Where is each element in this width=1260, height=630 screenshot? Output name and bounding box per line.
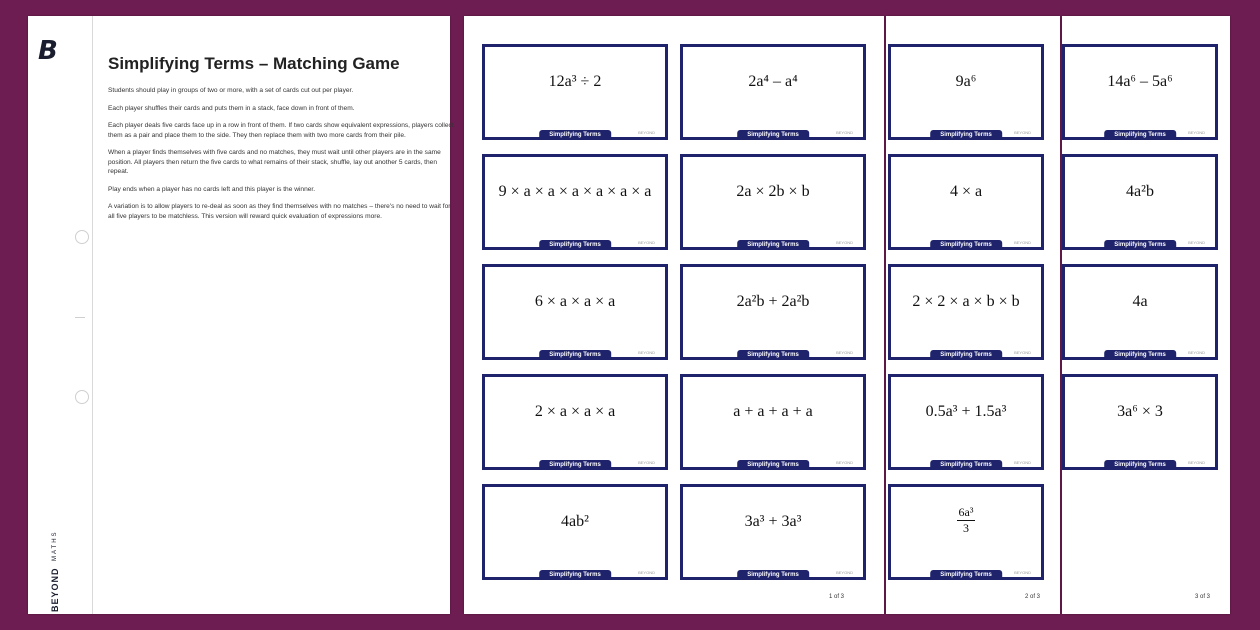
card-brand-mark: BEYOND <box>1014 130 1031 135</box>
card-label: Simplifying Terms <box>930 350 1002 360</box>
card-expression: 2a⁴ – a⁴ <box>748 73 798 90</box>
card-expression: 4a <box>1132 293 1148 310</box>
matching-card <box>482 264 668 360</box>
card-brand-mark: BEYOND <box>836 350 853 355</box>
matching-card <box>888 44 1044 140</box>
card-brand-mark: BEYOND <box>836 460 853 465</box>
matching-card <box>680 374 866 470</box>
card-brand-mark: BEYOND <box>638 130 655 135</box>
card-label: Simplifying Terms <box>737 240 809 250</box>
card-brand-mark: BEYOND <box>1188 460 1205 465</box>
fraction-numerator: 6a³ <box>958 505 974 519</box>
beyond-logo-icon: B <box>38 36 58 66</box>
instruction-paragraph: Students should play in groups of two or more, with a set of cards cut out per player. <box>108 87 354 94</box>
cards-page-2 <box>886 16 1060 614</box>
card-brand-mark: BEYOND <box>638 350 655 355</box>
card-expression: a + a + a + a <box>733 403 813 420</box>
punch-hole-icon <box>75 390 89 404</box>
margin-line <box>92 16 93 614</box>
card-label: Simplifying Terms <box>539 570 611 580</box>
fraction <box>957 505 976 536</box>
card-brand-mark: BEYOND <box>638 240 655 245</box>
instruction-paragraph: Play ends when a player has no cards left and this player is the winner. <box>108 185 316 193</box>
matching-card <box>1062 264 1218 360</box>
instruction-paragraph: A variation is to allow players to re-deal as soon as they find themselves with no matches – there's no need to wait for all five players to be matchless. This version will reward quick evaluation of expressions more. <box>108 203 451 220</box>
card-label: Simplifying Terms <box>539 350 611 360</box>
matching-card <box>680 44 866 140</box>
instruction-paragraph: Each player deals five cards face up in a row in front of them. If two cards show equivalent expressions, players collect them as a pair and place them to the side. They then replace them with two more cards from their pile. <box>108 122 454 139</box>
page-title: Simplifying Terms – Matching Game <box>108 54 400 73</box>
cards-page-3 <box>1062 16 1230 614</box>
card-brand-mark: BEYOND <box>1014 350 1031 355</box>
matching-card <box>888 484 1044 580</box>
card-label: Simplifying Terms <box>539 460 611 470</box>
card-brand-mark: BEYOND <box>1188 240 1205 245</box>
card-expression: 9a⁶ <box>955 73 977 90</box>
matching-card <box>482 484 668 580</box>
matching-card <box>1062 154 1218 250</box>
card-label: Simplifying Terms <box>1104 240 1176 250</box>
matching-card <box>680 154 866 250</box>
card-expression: 2a²b + 2a²b <box>736 293 810 310</box>
card-brand-mark: BEYOND <box>1188 130 1205 135</box>
fold-mark <box>75 317 85 318</box>
card-expression: 3a⁶ × 3 <box>1117 403 1163 420</box>
card-label: Simplifying Terms <box>737 570 809 580</box>
card-expression: 12a³ ÷ 2 <box>548 73 602 90</box>
card-brand-mark: BEYOND <box>836 570 853 575</box>
page-number: 1 of 3 <box>828 594 844 600</box>
matching-card <box>1062 374 1218 470</box>
card-expression: 4ab² <box>561 513 589 530</box>
card-expression: 2a × 2b × b <box>736 183 810 200</box>
card-brand-mark: BEYOND <box>1014 570 1031 575</box>
matching-card <box>1062 44 1218 140</box>
card-label: Simplifying Terms <box>1104 350 1176 360</box>
card-label: Simplifying Terms <box>539 130 611 140</box>
card-expression: 4a²b <box>1126 183 1154 200</box>
card-brand-mark: BEYOND <box>1188 350 1205 355</box>
card-expression: 0.5a³ + 1.5a³ <box>925 403 1007 420</box>
card-label: Simplifying Terms <box>930 240 1002 250</box>
matching-card <box>680 484 866 580</box>
card-label: Simplifying Terms <box>930 130 1002 140</box>
page-number: 2 of 3 <box>1024 594 1040 600</box>
card-expression: 6 × a × a × a <box>534 293 616 310</box>
punch-hole-icon <box>75 230 89 244</box>
card-label: Simplifying Terms <box>930 460 1002 470</box>
card-expression: 3a³ + 3a³ <box>744 513 802 530</box>
card-label: Simplifying Terms <box>1104 460 1176 470</box>
card-expression: 4 × a <box>949 183 983 200</box>
matching-card <box>482 44 668 140</box>
matching-card <box>888 374 1044 470</box>
card-brand-mark: BEYOND <box>1014 460 1031 465</box>
card-label: Simplifying Terms <box>539 240 611 250</box>
matching-card <box>482 374 668 470</box>
page-number: 3 of 3 <box>1194 594 1210 600</box>
cards-page-1 <box>464 16 884 614</box>
card-label: Simplifying Terms <box>737 350 809 360</box>
card-expression: 9 × a × a × a × a × a × a <box>498 183 652 200</box>
instruction-paragraph: When a player finds themselves with five cards and no matches, they must wait until other players are in the same position. All players then return the five cards to what remains of their stack, shuffle, lay out another 5 cards, then repeat. <box>108 149 441 175</box>
card-label: Simplifying Terms <box>737 130 809 140</box>
card-label: Simplifying Terms <box>930 570 1002 580</box>
instruction-paragraph: Each player shuffles their cards and puts them in a stack, face down in front of them. <box>108 104 355 112</box>
matching-card <box>888 264 1044 360</box>
fraction-denominator: 3 <box>963 521 969 535</box>
card-expression: 2 × a × a × a <box>534 403 616 420</box>
card-brand-mark: BEYOND <box>836 240 853 245</box>
card-brand-mark: BEYOND <box>638 460 655 465</box>
brand-wordmark: BEYOND MATHS <box>50 530 60 612</box>
card-expression: 14a⁶ – 5a⁶ <box>1107 73 1173 90</box>
card-brand-mark: BEYOND <box>1014 240 1031 245</box>
instructions-page <box>28 16 454 614</box>
card-expression <box>891 505 1041 536</box>
card-brand-mark: BEYOND <box>638 570 655 575</box>
card-brand-mark: BEYOND <box>836 130 853 135</box>
matching-card <box>482 154 668 250</box>
card-label: Simplifying Terms <box>737 460 809 470</box>
card-label: Simplifying Terms <box>1104 130 1176 140</box>
matching-card <box>888 154 1044 250</box>
matching-card <box>680 264 866 360</box>
instructions-body <box>108 86 458 229</box>
card-expression: 2 × 2 × a × b × b <box>912 293 1020 310</box>
